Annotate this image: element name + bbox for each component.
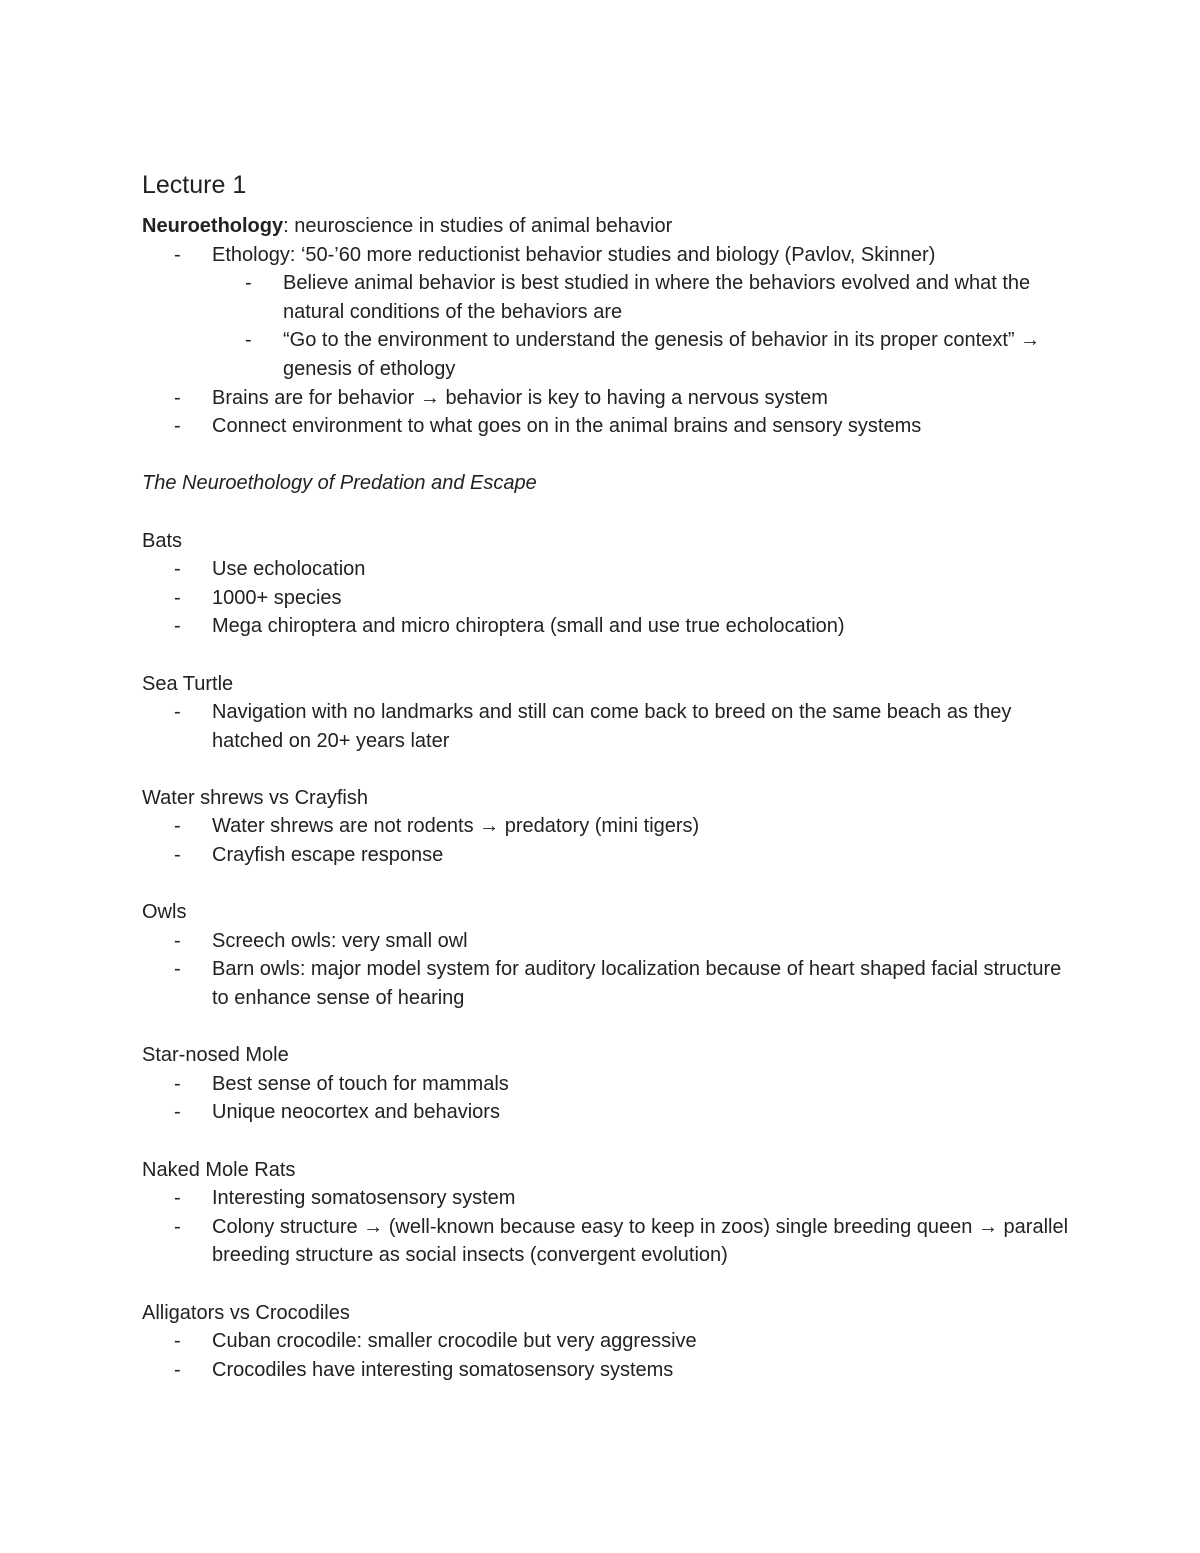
section-heading: Naked Mole Rats — [142, 1158, 296, 1181]
list-item — [142, 812, 1082, 841]
list-item-text: Unique neocortex and behaviors — [212, 1101, 500, 1124]
list-item-text: Connect environment to what goes on in the animal brains and sensory systems — [212, 415, 922, 438]
sub-list-item — [142, 269, 1082, 326]
list-item — [142, 241, 1082, 270]
spacer — [142, 755, 1082, 784]
bullet-dash: - — [174, 844, 181, 867]
sub-list-item-text: “Go to the environment to understand the genesis of behavior in its proper context” → genesis of ethology — [283, 329, 1041, 380]
list-item-text: Crocodiles have interesting somatosensory systems — [212, 1358, 674, 1381]
list-item-text: Navigation with no landmarks and still can come back to breed on the same beach as they hatched on 20+ years later — [212, 701, 1012, 752]
section-heading: Star-nosed Mole — [142, 1044, 289, 1067]
sections-container — [142, 498, 1082, 1384]
sub-list-item-text: Believe animal behavior is best studied in where the behaviors evolved and what the natural conditions of the behaviors are — [283, 272, 1031, 323]
spacer — [142, 870, 1082, 899]
list-item-text: Mega chiroptera and micro chiroptera (small and use true echolocation) — [212, 615, 845, 638]
list-item — [142, 955, 1082, 1012]
spacer — [142, 1127, 1082, 1156]
list-item-text: 1000+ species — [212, 586, 342, 609]
definition-text: : neuroscience in studies of animal behavior — [283, 215, 673, 237]
section-heading: Owls — [142, 901, 187, 924]
list-item-text: Use echolocation — [212, 558, 366, 581]
bullet-dash: - — [174, 415, 181, 438]
spacer — [142, 1270, 1082, 1299]
list-item — [142, 555, 1082, 584]
bullet-dash: - — [174, 1215, 181, 1238]
spacer — [142, 1013, 1082, 1042]
definition-line — [142, 212, 1082, 241]
spacer — [142, 441, 1082, 470]
list-item — [142, 1327, 1082, 1356]
spacer — [142, 498, 1082, 527]
list-item-text: Water shrews are not rodents → predatory (mini tigers) — [212, 815, 700, 838]
list-item — [142, 927, 1082, 956]
bullet-dash: - — [174, 1358, 181, 1381]
list-item-text: Colony structure → (well-known because easy to keep in zoos) single breeding queen → parallel breeding structure as social insects (convergent evolution) — [212, 1215, 1069, 1267]
list-item — [142, 1213, 1082, 1270]
document-page — [142, 168, 1082, 1384]
bullet-dash: - — [174, 615, 181, 638]
definition-term: Neuroethology — [142, 215, 284, 237]
list-item-text: Best sense of touch for mammals — [212, 1072, 509, 1095]
bullet-dash: - — [174, 701, 181, 724]
section-heading: Water shrews vs Crayfish — [142, 786, 368, 809]
list-item — [142, 1070, 1082, 1099]
list-item — [142, 384, 1082, 413]
sub-list-item — [142, 326, 1082, 383]
list-item — [142, 612, 1082, 641]
list-item — [142, 1098, 1082, 1127]
bullet-dash: - — [174, 558, 181, 581]
bullet-dash: - — [174, 243, 181, 266]
bullet-dash: - — [174, 929, 181, 952]
bullet-dash: - — [174, 1072, 181, 1095]
list-item-text: Barn owls: major model system for auditory localization because of heart shaped facial structure to enhance sense of hearing — [212, 958, 1062, 1010]
list-item — [142, 841, 1082, 870]
bullet-dash: - — [174, 958, 181, 981]
list-item — [142, 412, 1082, 441]
page-title: Lecture 1 — [142, 171, 247, 199]
section-subtitle: The Neuroethology of Predation and Escape — [142, 472, 537, 495]
bullet-dash: - — [174, 586, 181, 609]
list-item — [142, 1356, 1082, 1385]
list-item — [142, 584, 1082, 613]
bullet-dash: - — [245, 329, 252, 352]
list-item-text: Interesting somatosensory system — [212, 1187, 516, 1210]
section-heading: Bats — [142, 529, 183, 552]
bullet-dash: - — [174, 1330, 181, 1353]
list-item-text: Ethology: ‘50-’60 more reductionist behavior studies and biology (Pavlov, Skinner) — [212, 243, 936, 266]
list-item-text: Cuban crocodile: smaller crocodile but very aggressive — [212, 1330, 697, 1353]
bullet-dash: - — [174, 1187, 181, 1210]
list-item-text: Brains are for behavior → behavior is key to having a nervous system — [212, 386, 828, 409]
list-item — [142, 1184, 1082, 1213]
list-item-text: Screech owls: very small owl — [212, 929, 468, 952]
section-heading: Alligators vs Crocodiles — [142, 1301, 350, 1324]
bullet-dash: - — [174, 386, 181, 409]
bullet-dash: - — [245, 272, 252, 295]
list-item-text: Crayfish escape response — [212, 844, 444, 867]
bullet-dash: - — [174, 815, 181, 838]
bullet-dash: - — [174, 1101, 181, 1124]
section-heading: Sea Turtle — [142, 672, 234, 695]
spacer — [142, 641, 1082, 670]
list-item — [142, 698, 1082, 755]
